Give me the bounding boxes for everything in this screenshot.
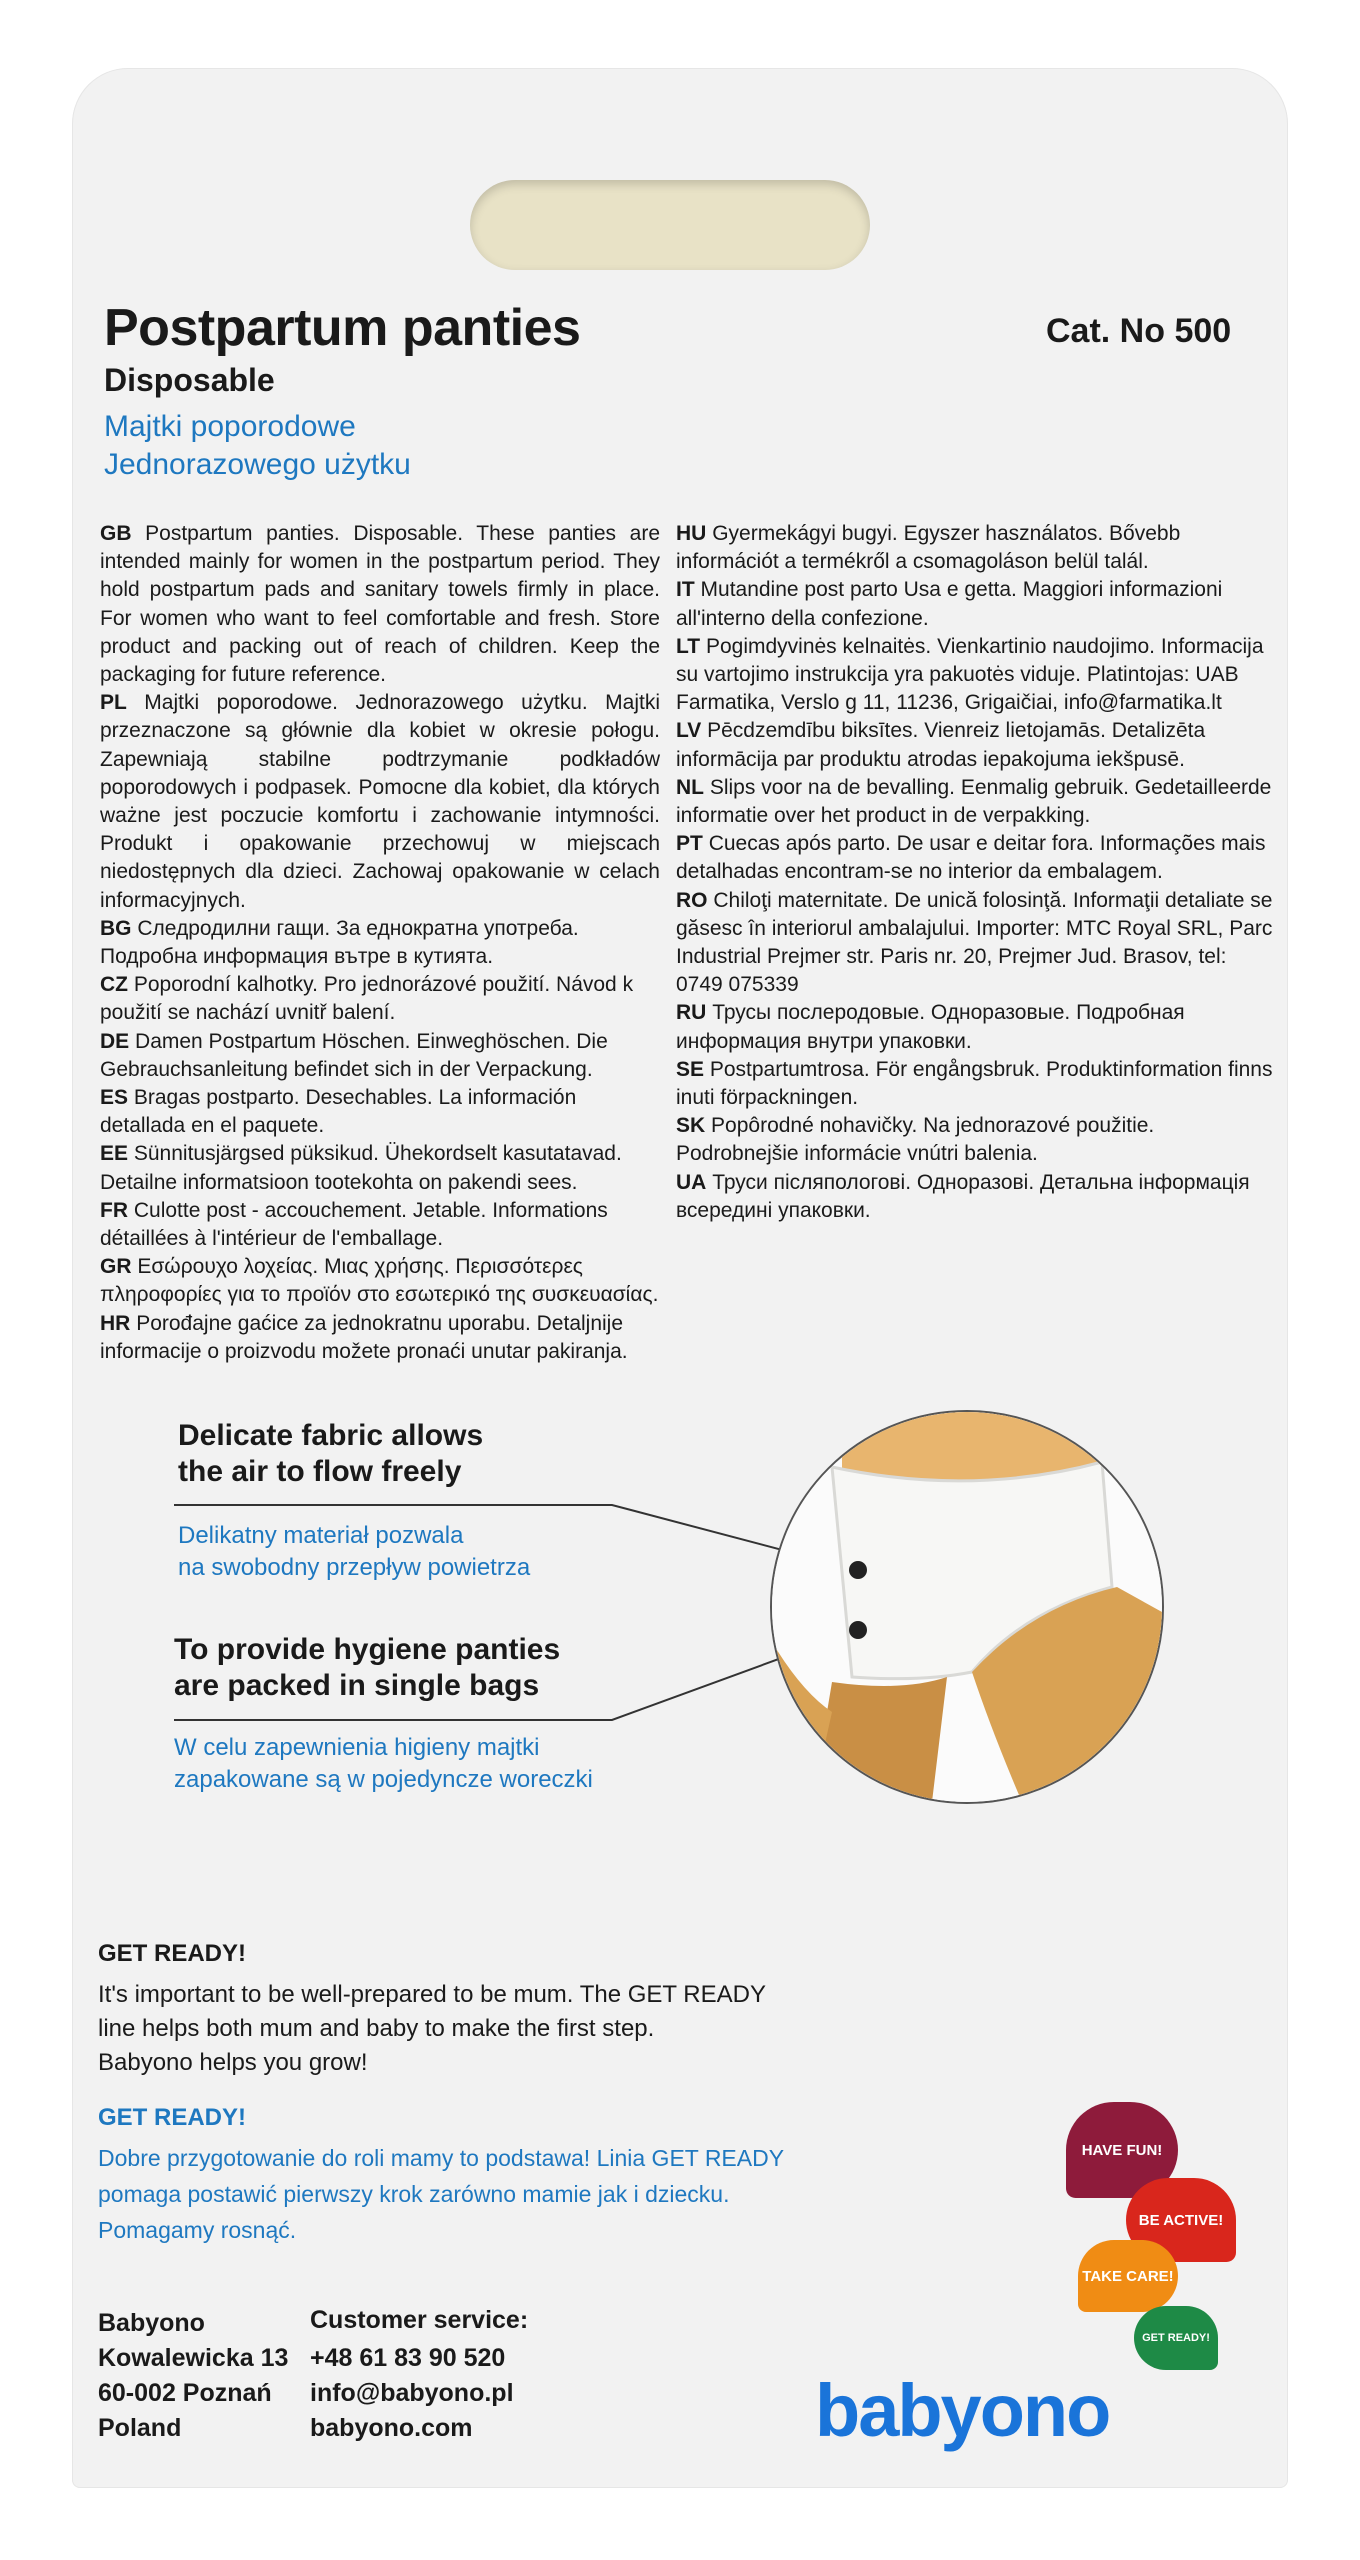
language-entry: UA Труси післяпологові. Одноразові. Детальна інформація всередині упаковки. — [676, 1170, 1250, 1222]
leader-line-fabric — [174, 1505, 858, 1570]
customer-service-details — [310, 2341, 514, 2446]
company-address — [98, 2306, 288, 2446]
feature-hygiene-pl-2: zapakowane są w pojedyncze woreczki — [174, 1766, 593, 1793]
logo-part-1: baby — [815, 2369, 980, 2452]
babyono-logo — [815, 2368, 1109, 2453]
language-entry: LT Pogimdyvinės kelnaitės. Vienkartinio naudojimo. Informacija su vartojimo instrukcija yra pakuotės viduje. Platintojas: UAB Farmatika, Verslo g 11, 11236, Grigaičiai, info@farmatika.lt — [676, 634, 1264, 715]
get-ready-line-3: Babyono helps you grow! — [98, 2049, 368, 2076]
get-ready-line-1: It's important to be well-prepared to be mum. The GET READY — [98, 1981, 766, 2008]
feature-fabric-pl-2: na swobodny przepływ powietrza — [178, 1554, 531, 1581]
language-entry: EE Sünnitusjärgsed püksikud. Ühekordselt kasutatavad. Detailne informatsioon tootekohta on pakendi sees. — [100, 1142, 622, 1194]
language-entry: PL Majtki poporodowe. Jednorazowego użytku. Majtki przeznaczone są głównie dla kobiet w okresie połogu. Zapewniają stabilne podtrzymanie podkładów poporodowych i podpasek. Pomocne dla kobiet, dla których ważne jest poczucie komfortu i zachowanie intymności. Produkt i opakowanie przechowuj w miejscach niedostępnych dla dzieci. Zachowaj opakowanie w celach informacyjnych. — [100, 691, 660, 912]
leader-line-hygiene — [174, 1630, 858, 1720]
be-active-bubble: BE ACTIVE! — [1126, 2178, 1236, 2262]
language-entry: HR Porođajne gaćice za jednokratnu uporabu. Detaljnije informacije o proizvodu možete pronaći unutar pakiranja. — [100, 1311, 628, 1363]
language-entry: PT Cuecas após parto. De usar e deitar fora. Informações mais detalhadas encontram-se no interior da embalagem. — [676, 832, 1266, 884]
language-entry: FR Culotte post - accouchement. Jetable. Informations détaillées à l'intérieur de l'emballage. — [100, 1198, 608, 1251]
get-ready-heading: GET READY! — [98, 1940, 247, 1967]
language-entry: NL Slips voor na de bevalling. Eenmalig gebruik. Gedetailleerde informatie over het product in de verpakking. — [676, 775, 1272, 828]
polish-title-line-1: Majtki poporodowe — [104, 410, 356, 443]
language-entry: IT Mutandine post parto Usa e getta. Maggiori informazioni all'interno della confezione. — [676, 578, 1223, 630]
company-name: Babyono — [98, 2309, 205, 2337]
feature-hygiene-heading-1: To provide hygiene panties — [174, 1633, 561, 1666]
phone-number: +48 61 83 90 520 — [310, 2344, 506, 2372]
catalog-number: Cat. No 500 — [1046, 312, 1232, 350]
get-ready-pl-line-1: Dobre przygotowanie do roli mamy to podstawa! Linia GET READY — [98, 2145, 785, 2171]
language-entry: BG Следродилни гащи. За еднократна употреба. Подробна информация вътре в кутията. — [100, 916, 579, 969]
get-ready-pl-line-2: pomaga postawić pierwszy krok zarówno mamie jak i dziecku. — [98, 2181, 730, 2207]
panties-illustration — [772, 1412, 1162, 1802]
have-fun-bubble: HAVE FUN! — [1066, 2102, 1178, 2198]
language-entry: ES Bragas postparto. Desechables. La información detallada en el paquete. — [100, 1086, 577, 1138]
feature-fabric-pl-1: Delikatny materiał pozwala — [178, 1522, 464, 1549]
callout-dot-fabric — [849, 1561, 867, 1579]
get-ready-heading-pl: GET READY! — [98, 2104, 247, 2131]
customer-service-label: Customer service: — [310, 2306, 529, 2334]
language-entry: GB Postpartum panties. Disposable. These panties are intended mainly for women in the postpartum period. They hold postpartum pads and sanitary towels firmly in place. For women who want to feel comfortable and fresh. Store product and packing out of reach of children. Keep the packaging for future reference. — [100, 522, 660, 687]
feature-fabric-heading-1: Delicate fabric allows — [178, 1419, 484, 1452]
email-address: info@babyono.pl — [310, 2379, 514, 2407]
company-country: Poland — [98, 2414, 182, 2442]
feature-fabric-heading-2: the air to flow freely — [178, 1455, 462, 1488]
language-entry: DE Damen Postpartum Höschen. Einweghöschen. Die Gebrauchsanleitung befindet sich in der Verpackung. — [100, 1029, 608, 1081]
get-ready-bubble: GET READY! — [1134, 2306, 1218, 2370]
language-entry: SE Postpartumtrosa. För engångsbruk. Produktinformation finns inuti förpackningen. — [676, 1057, 1273, 1110]
language-entry: CZ Poporodní kalhotky. Pro jednorázové použití. Návod k použití se nachází uvnitř balení. — [100, 973, 634, 1025]
language-entry: SK Popôrodné nohavičky. Na jednorazové použitie. Podrobnejšie informácie vnútri balenia. — [676, 1114, 1155, 1166]
language-entry: GR Εσώρουχο λοχείας. Μιας χρήσης. Περισσότερες πληροφορίες για το προϊόν στο εσωτερικό της συσκευασίας. — [100, 1255, 659, 1307]
get-ready-text — [98, 1978, 818, 2080]
feature-hygiene-heading-2: are packed in single bags — [174, 1669, 540, 1702]
get-ready-text-pl — [98, 2140, 818, 2248]
language-entry: LV Pēcdzemdību biksītes. Vienreiz lietojamās. Detalizēta informācija par produktu atrodas iepakojuma iekšpusē. — [676, 719, 1206, 771]
company-street: Kowalewicka 13 — [98, 2344, 289, 2372]
logo-part-2: ono — [979, 2369, 1110, 2452]
take-care-bubble: TAKE CARE! — [1078, 2240, 1178, 2312]
company-city: 60-002 Poznań — [98, 2379, 272, 2407]
product-title: Postpartum panties — [104, 299, 581, 357]
product-illustration — [770, 1410, 1164, 1804]
website: babyono.com — [310, 2414, 473, 2442]
language-entry: RU Трусы послеродовые. Одноразовые. Подробная информация внутри упаковки. — [676, 1001, 1185, 1053]
product-subtitle: Disposable — [104, 362, 275, 398]
polish-title-line-2: Jednorazowego użytku — [104, 448, 411, 481]
feature-hygiene-pl-1: W celu zapewnienia higieny majtki — [174, 1734, 540, 1761]
language-entry: HU Gyermekágyi bugyi. Egyszer használatos. Bővebb információt a termékről a csomagoláson belül talál. — [676, 522, 1181, 574]
get-ready-pl-line-3: Pomagamy rosnąć. — [98, 2217, 297, 2243]
language-entry: RO Chiloţi maternitate. De unică folosinţă. Informaţii detaliate se găsesc în interiorul ambalajului. Importer: MTC Royal SRL, Parc Industrial Prejmer str. Paris nr. 20, Prejmer Jud. Brasov, tel: 0749 075339 — [676, 888, 1273, 997]
callout-dot-hygiene — [849, 1621, 867, 1639]
get-ready-line-2: line helps both mum and baby to make the first step. — [98, 2015, 655, 2042]
